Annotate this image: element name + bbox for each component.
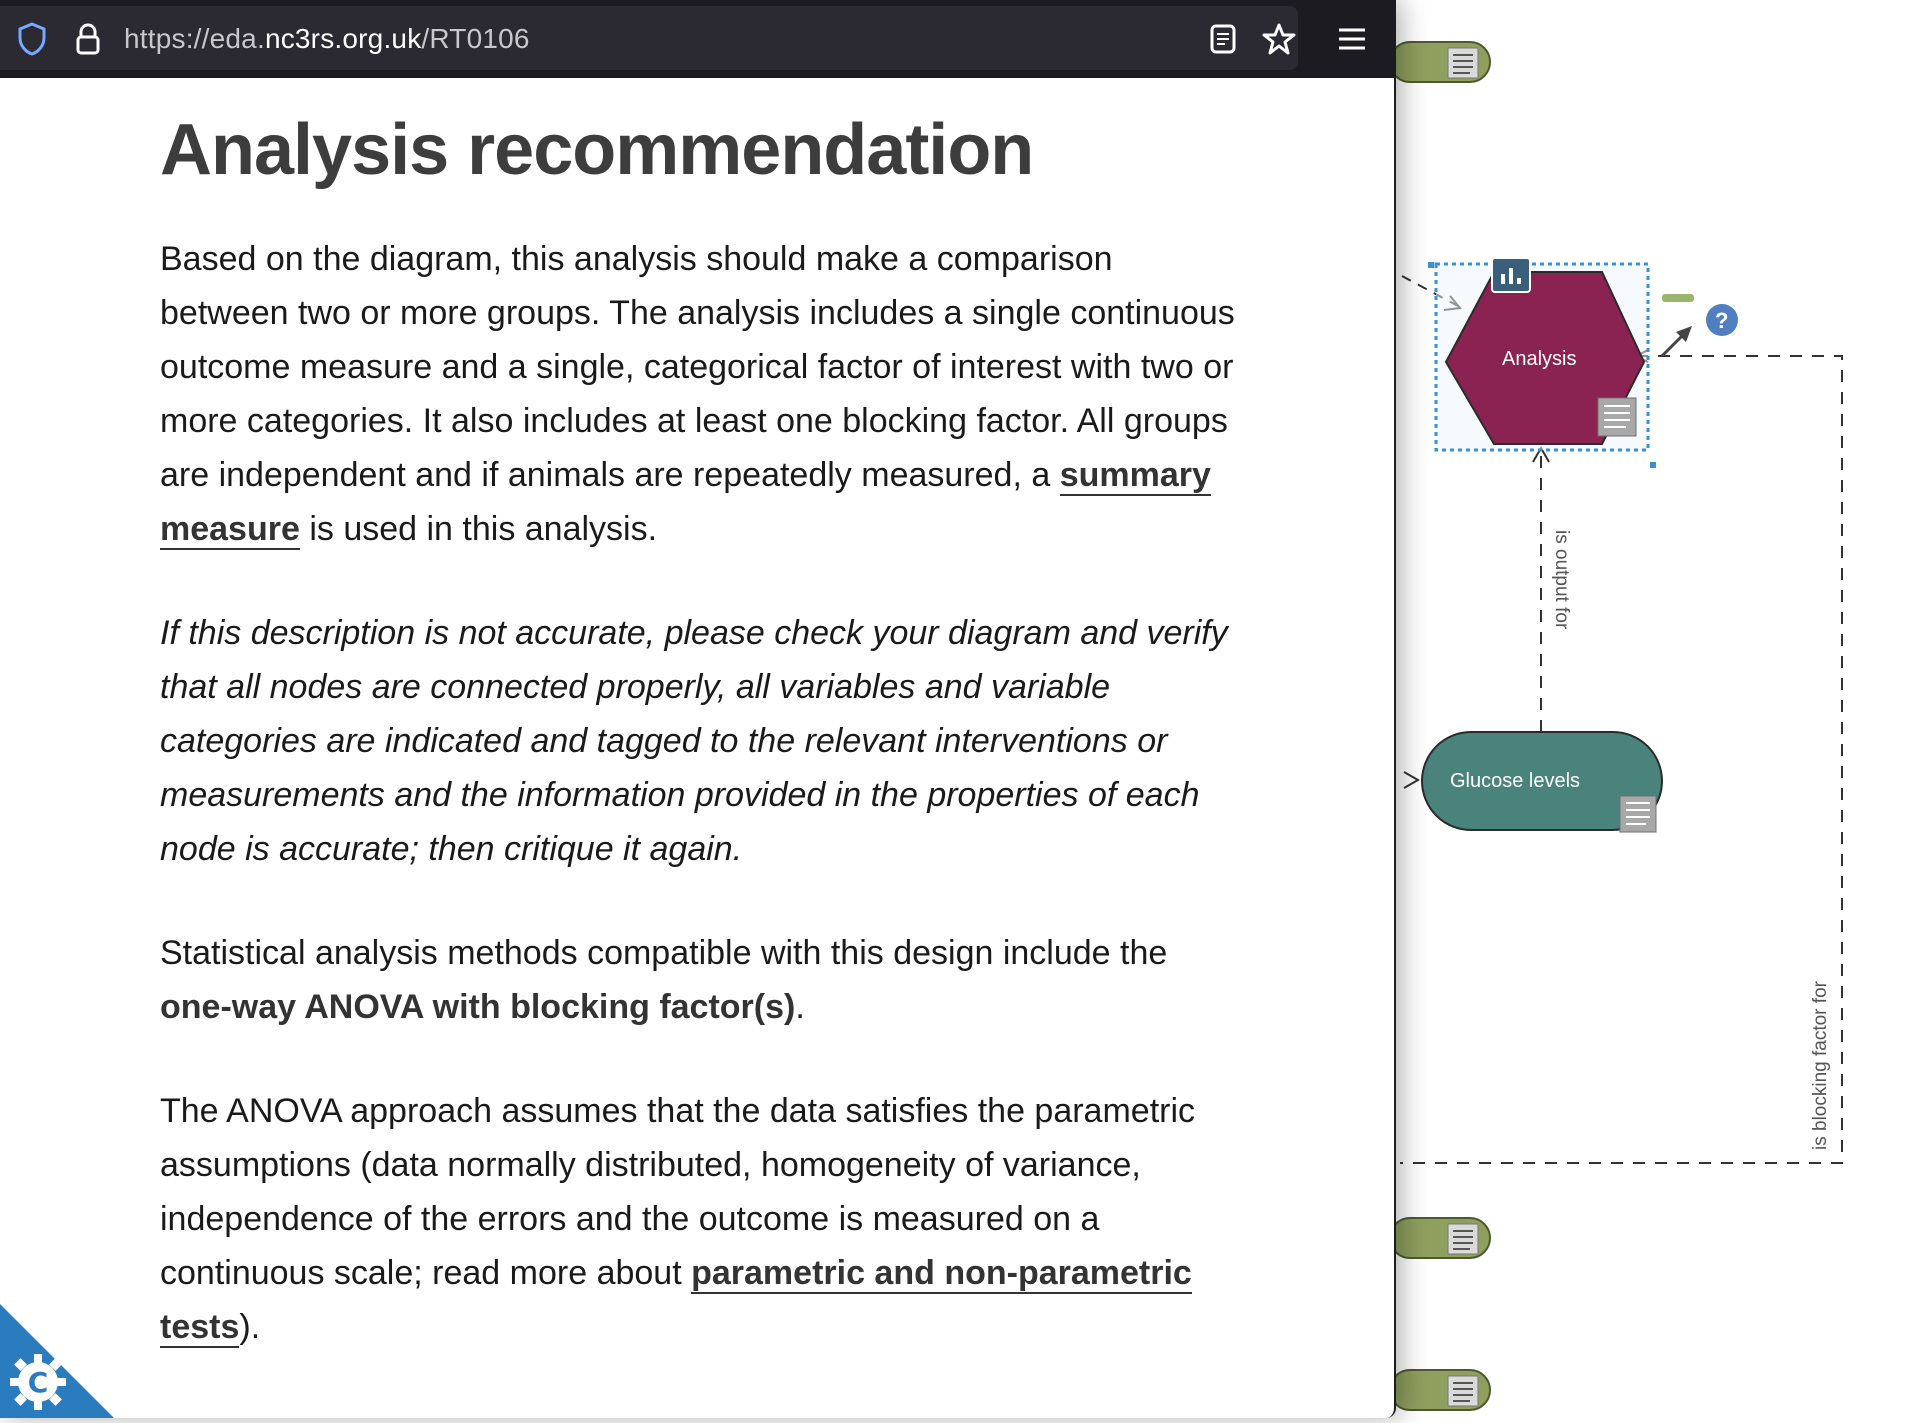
paragraph-methods [160,926,1240,1034]
reader-view-icon[interactable] [1206,20,1240,58]
assumptions-text: The ANOVA approach assumes that the data satisfies the parametric assumptions (data normally distributed, homogeneity of variance, independence of the errors and the outcome is measured on a continuous scale; read more about [160,1092,1195,1292]
edge-label-blocking: is blocking factor for [1810,981,1832,1150]
edge-is-output-for[interactable] [1533,448,1549,732]
method-name: one-way ANOVA with blocking factor(s) [160,988,795,1026]
edge-incoming-glucose [1404,772,1418,788]
summary-measure-link[interactable]: summary measure [160,456,1211,550]
notes-icon[interactable] [1620,796,1656,832]
paragraph-summary [160,232,1240,556]
paragraph-assumptions [160,1084,1240,1354]
article [160,104,1240,1404]
methods-text-end: . [795,988,804,1026]
parametric-tests-link[interactable]: parametric and non-parametric tests [160,1254,1192,1348]
summary-text-end: is used in this analysis. [300,510,657,548]
connect-handle[interactable] [1662,294,1694,302]
url-prefix: https://eda. [124,23,265,54]
lock-icon[interactable] [72,20,104,58]
connect-arrow-icon[interactable] [1662,326,1692,356]
analysis-node-label: Analysis [1502,348,1576,371]
paragraph-accuracy-note: If this description is not accurate, please check your diagram and verify that all nodes are connected properly, all variables and variable categories are indicated and tagged to the relevant interventions or measurements and the information provided in the properties of each node is accurate; then critique it again. [160,606,1240,876]
summary-text: Based on the diagram, this analysis should make a comparison between two or more groups. The analysis includes a single continuous outcome measure and a single, categorical factor of interest with two or more categories. It also includes at least one blocking factor. All groups are independent and if animals are repeatedly measured, a [160,240,1235,494]
help-symbol[interactable]: ? [1715,308,1728,334]
edge-label-output: is output for [1550,530,1572,629]
notes-icon[interactable] [1598,398,1636,436]
menu-icon[interactable] [1334,22,1370,56]
url-path: /RT0106 [421,23,529,54]
url-text[interactable] [124,0,530,78]
star-icon[interactable] [1260,20,1298,58]
resize-handle[interactable] [1428,262,1434,268]
assumptions-text-end: ). [239,1308,260,1346]
methods-text: Statistical analysis methods compatible with this design include the [160,934,1167,972]
resize-handle[interactable] [1650,462,1656,468]
green-node-bottom-2[interactable] [1390,1370,1490,1410]
corner-badge[interactable] [0,1270,148,1418]
glucose-node-label: Glucose levels [1450,770,1580,793]
green-node-top[interactable] [1390,42,1490,82]
url-host: nc3rs.org.uk [265,23,421,54]
shield-icon[interactable] [16,20,48,58]
badge-letter: C [26,1366,50,1399]
url-bar [0,0,1394,78]
green-node-bottom-1[interactable] [1390,1218,1490,1258]
page-title: Analysis recommendation [160,104,1240,196]
